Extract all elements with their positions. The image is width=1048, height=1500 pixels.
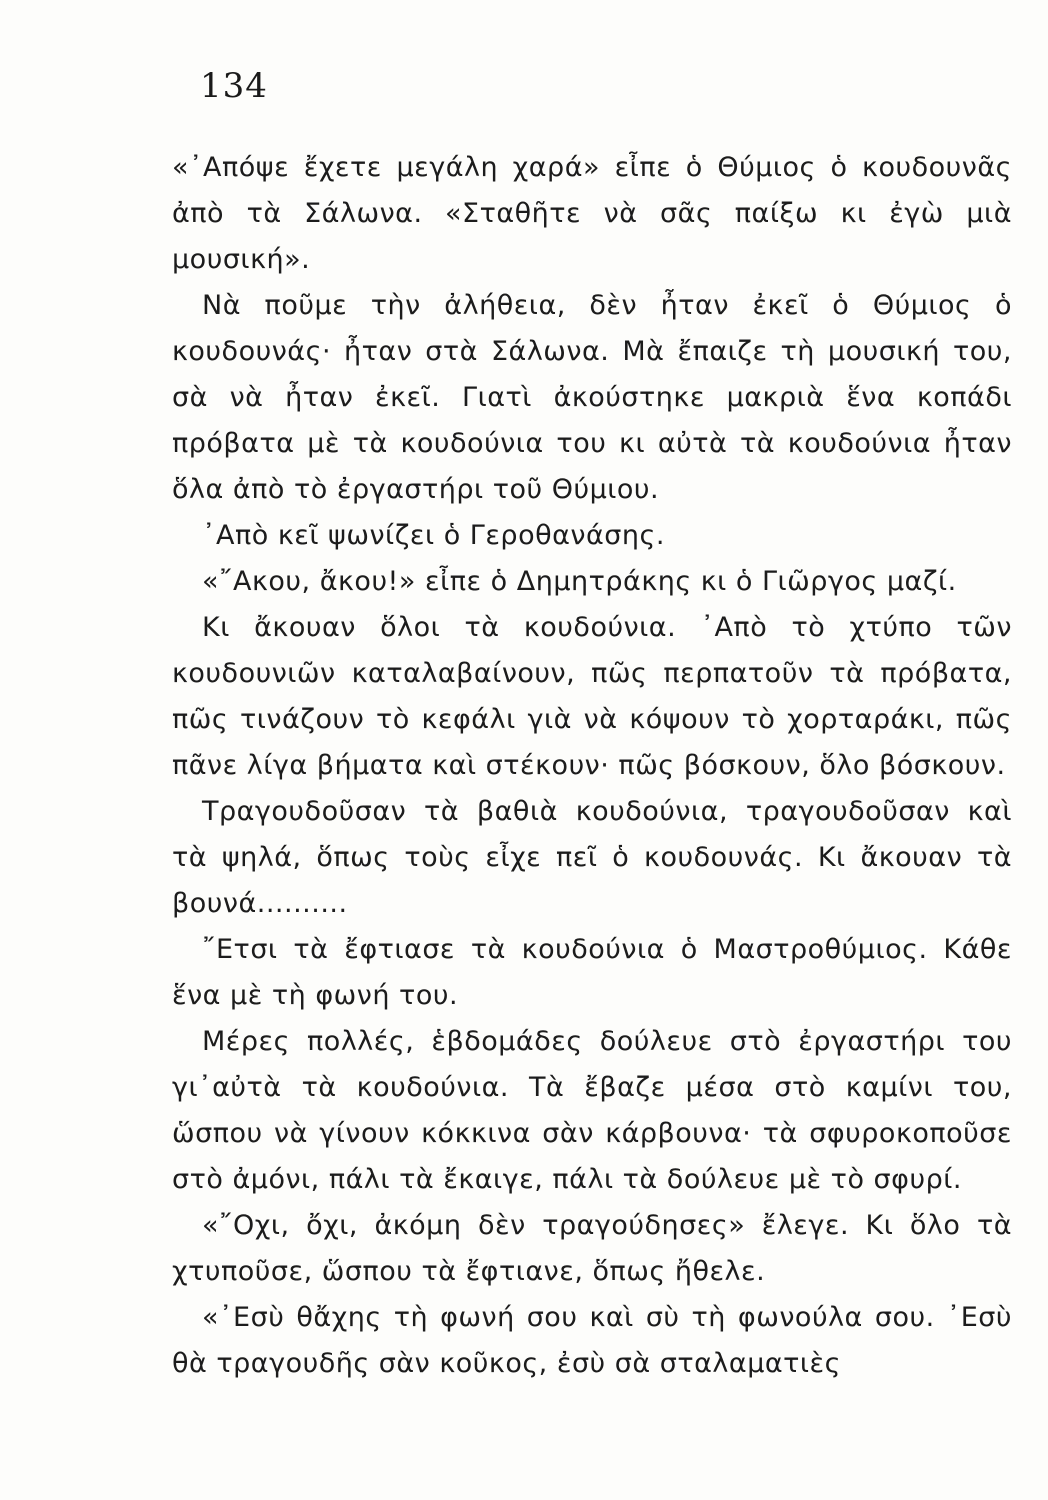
paragraph-3: ᾿Απὸ κεῖ ψωνίζει ὁ Γεροθανάσης. — [202, 520, 665, 551]
paragraph-2: Νὰ ποῦμε τὴν ἀλήθεια, δὲν ἦταν ἐκεῖ ὁ Θύμιος ὁ κουδουνάς· ἦταν στὰ Σάλωνα. Μὰ ἔπαιζε τὴ μουσική του, σὰ νὰ ἦταν ἐκεῖ. Γιατὶ ἀκούστηκε μακριὰ ἕνα κοπάδι πρόβατα μὲ τὰ κουδούνια του κι αὐτὰ τὰ κουδούνια ἦταν ὅλα ἀπὸ τὸ ἐργαστήρι τοῦ Θύμιου. — [172, 290, 1012, 505]
paragraph-8: Μέρες πολλές, ἑβδομάδες δούλευε στὸ ἐργαστήρι του γι᾿αὐτὰ τὰ κουδούνια. Τὰ ἔβαζε μέσα στὸ καμίνι του, ὥσπου νὰ γίνουν κόκκινα σὰν κάρβουνα· τὰ σφυροκοποῦσε στὸ ἀμόνι, πάλι τὰ ἔκαιγε, πάλι τὰ δούλευε μὲ τὸ σφυρί. — [172, 1026, 1012, 1195]
paragraph-1: «᾿Απόψε ἔχετε μεγάλη χαρά» εἶπε ὁ Θύμιος ὁ κουδουνᾶς ἀπὸ τὰ Σάλωνα. «Σταθῆτε νὰ σᾶς παίξω κι ἐγὼ μιὰ μουσική». — [172, 152, 1012, 275]
paragraph-4: «῎Ακου, ἄκου!» εἶπε ὁ Δημητράκης κι ὁ Γιῶργος μαζί. — [202, 566, 957, 597]
paragraph-7: ῎Ετσι τὰ ἔφτιασε τὰ κουδούνια ὁ Μαστροθύμιος. Κάθε ἕνα μὲ τὴ φωνή του. — [172, 934, 1012, 1011]
page-number: 134 — [200, 66, 268, 106]
paragraph-5: Κι ἄκουαν ὅλοι τὰ κουδούνια. ᾿Απὸ τὸ χτύπο τῶν κουδουνιῶν καταλαβαίνουν, πῶς περπατοῦν τὰ πρόβατα, πῶς τινάζουν τὸ κεφάλι γιὰ νὰ κόψουν τὸ χορταράκι, πῶς πᾶνε λίγα βήματα καὶ στέκουν· πῶς βόσκουν, ὅλο βόσκουν. — [172, 612, 1012, 781]
paragraph-10: «᾿Εσὺ θἄχης τὴ φωνή σου καὶ σὺ τὴ φωνούλα σου. ᾿Εσὺ θὰ τραγουδῆς σὰν κοῦκος, ἐσὺ σὰ σταλαματιὲς — [172, 1302, 1012, 1379]
paragraph-9: «῎Οχι, ὄχι, ἀκόμη δὲν τραγούδησες» ἔλεγε. Κι ὅλο τὰ χτυποῦσε, ὥσπου τὰ ἔφτιανε, ὅπως ἤθελε. — [172, 1210, 1012, 1287]
body-text — [172, 145, 1012, 1387]
paragraph-6: Τραγουδοῦσαν τὰ βαθιὰ κουδούνια, τραγουδοῦσαν καὶ τὰ ψηλά, ὅπως τοὺς εἶχε πεῖ ὁ κουδουνάς. Κι ἄκουαν τὰ βουνά.......... — [172, 796, 1012, 919]
